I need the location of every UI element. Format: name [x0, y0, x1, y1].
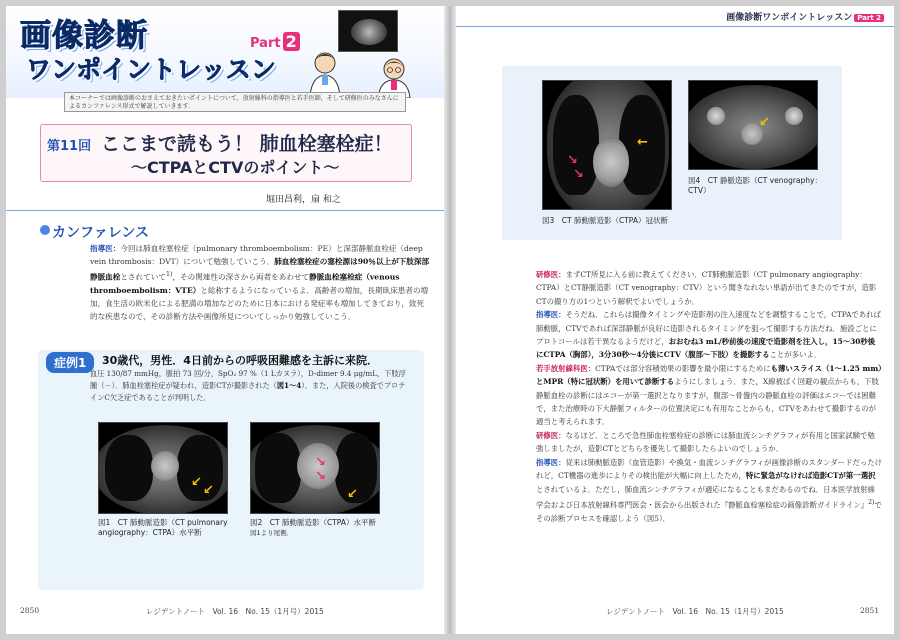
part-label: Part — [250, 36, 281, 51]
running-head: 画像診断ワンポイントレッスン Part 2 — [726, 10, 884, 23]
right-page — [456, 6, 894, 634]
part-number: 2 — [283, 32, 300, 51]
figure-1-ct-image — [98, 422, 228, 514]
part-badge — [250, 32, 300, 51]
conference-paragraph: 指導医：今回は肺血栓塞栓症（pulmonary thromboembolism：PE）と深部静脈血栓症（deep vein thrombosis：DVT）について勉強していこう．肺血栓塞栓症の塞栓源は90％以上が下肢深部静脈血栓とされていて$^{1)}$，その関連性の深さから両者をあわせて静脈血栓塞栓症（venous thromboembolism：VTE）と総称するようになっているよ．高齢者の増加，長期臥床患者の増加，食生活の欧米化による肥満の増加などのために日本における発症率も増加してきており，致死的な疾患なので，その診断方法や画像所見についてしっかり勉強していこう． — [90, 244, 430, 321]
arrow-icon: ↙ — [759, 115, 770, 130]
section-bullet-icon — [40, 225, 50, 235]
figure-4-caption: 図4 CT 静脈造影（CT venography：CTV） — [688, 176, 822, 195]
dialogue — [536, 268, 882, 525]
case-details: 血圧 130/87 mmHg，脈拍 73 回/分，SpO₂ 97 %（1 Lカヌラ），D-dimer 9.4 μg/mL，下肢浮腫（－）．肺血栓塞栓症が疑われ，造影CTが撮影された（図1～4）．また，入院後の検査でプロテインC欠乏症であることが判明した． — [90, 369, 406, 402]
arrow-icon: ↙ — [347, 487, 358, 502]
article-title: ここまで読もう！ 肺血栓塞栓症！ — [101, 133, 393, 155]
arrow-icon: ↘ — [315, 469, 326, 484]
journal-footer: レジデントノート Vol. 16 No. 15（1月号）2015 — [146, 607, 324, 616]
case-title: 30歳代，男性．4日前からの呼吸困難感を主訴に来院． — [102, 354, 378, 367]
page-number: 2851 — [860, 606, 880, 615]
divider — [456, 26, 894, 27]
figure-2-ct-image — [250, 422, 380, 514]
case-tag: 症例1 — [46, 352, 94, 373]
book-gutter — [444, 6, 456, 634]
journal-footer: レジデントノート Vol. 16 No. 15（1月号）2015 — [606, 607, 784, 616]
dialogue-entry: 指導医：従来は肺動脈造影（血管造影）や換気・血流シンチグラフィが画像診断のスタンダードだったけれど，CT機器の進歩によりその検出能が大幅に向上したため，特に緊急がなければ造影CTが第一選択とされているよ．ただし，肺血流シンチグラフィが適応になることもまだあるのでね．日本医学放射線学会および日本放射線科専門医会・医会から出版された『静脈血栓塞栓症の画像診断ガイドライン』$^{2)}$でその診断プロセスを確認しよう（図5）． — [536, 457, 883, 523]
series-subtitle: ワンポイントレッスン — [26, 55, 276, 84]
topic-box — [40, 124, 412, 182]
arrow-icon: ↙ — [191, 475, 202, 490]
arrow-icon: ↙ — [203, 483, 214, 498]
dialogue-entry: 研修医：なるほど．ところで急性肺血栓塞栓症の診断には肺血流シンチグラフィが有用と国家試験で勉強しましたが，造影CTとどちらを優先して撮影したらよいのでしょうか． — [536, 430, 875, 454]
figure-2-caption: 図2 CT 肺動脈造影（CTPA）水平断 図1より尾側． — [250, 518, 376, 537]
divider — [6, 210, 444, 211]
series-intro: 本コーナーでは画像診断のおさえておきたいポイントについて，放射線科の指導医と若手医師，そして研修医のみなさんによるカンファレンス形式で解説していきます． — [64, 92, 406, 112]
left-page — [6, 6, 444, 634]
dialogue-entry: 若手放射線科医：CTPAでは部分容積効果の影響を最小限にするためにも薄いスライス（1～1.25 mm）とMPR（特に冠状断）を用いて診断するようにしましょう．また，X線被ばく回避の観点からも，下肢静脈血栓の診断にはエコーが第一選択となりますが，腹部～骨盤内の静脈血栓の評価はエコーでは困難で，また治療時の下大静脈フィルターの位置決定にも有用なことからも，CTVをあわせて撮影するのが適当と考えられます． — [536, 363, 882, 427]
authors: 堀田昌利，扇 和之 — [266, 195, 341, 205]
speaker-label: 指導医： — [90, 244, 121, 253]
figure-3-caption: 図3 CT 肺動脈造影（CTPA）冠状断 — [542, 216, 668, 225]
issue-number: 第11回 — [47, 139, 92, 154]
figure-3-ct-image — [542, 80, 672, 210]
arrow-icon: ↘ — [567, 153, 578, 168]
article-subtitle: ～CTPAとCTVのポイント～ — [131, 158, 340, 177]
arrow-icon: ↘ — [315, 455, 326, 470]
series-title: 画像診断 — [20, 18, 148, 54]
dialogue-entry: 指導医：そうだね．これらは撮像タイミングや造影剤の注入速度などを調整することで，CTPAであれば肺動脈，CTVであれば深部静脈が良好に造影されるタイミングを狙って撮影する方法だね．施設ごとにプロトコールは若干異なるようだけど，おおむね3 mL/秒前後の速度で造影剤を注入し，15～30秒後にCTPA（胸部），3分30秒～4分後にCTV（腹部～下肢）を撮影することが多いよ． — [536, 310, 881, 360]
arrow-icon: ← — [637, 135, 648, 150]
dialogue-entry: 研修医：まずCT所見に入る前に教えてください．CT肺動脈造影（CT pulmonary angiography：CTPA）とCT静脈造影（CT venography：CTV）という聞きなれない単語が出てきたのですが，造影CTの撮り方の1つという解釈でよいでしょうか． — [536, 270, 877, 306]
running-part-badge: Part 2 — [854, 14, 884, 22]
banner-ct-thumbnail — [338, 10, 398, 52]
figure-4-ct-image — [688, 80, 818, 170]
page-number: 2850 — [20, 606, 40, 615]
figure-1-caption: 図1 CT 肺動脈造影（CT pulmonary angiography：CTPA）水平断 — [98, 518, 228, 537]
section-heading-conference: カンファレンス — [52, 225, 149, 241]
arrow-icon: ↘ — [573, 167, 584, 182]
doctor-illustration-1 — [306, 50, 344, 96]
